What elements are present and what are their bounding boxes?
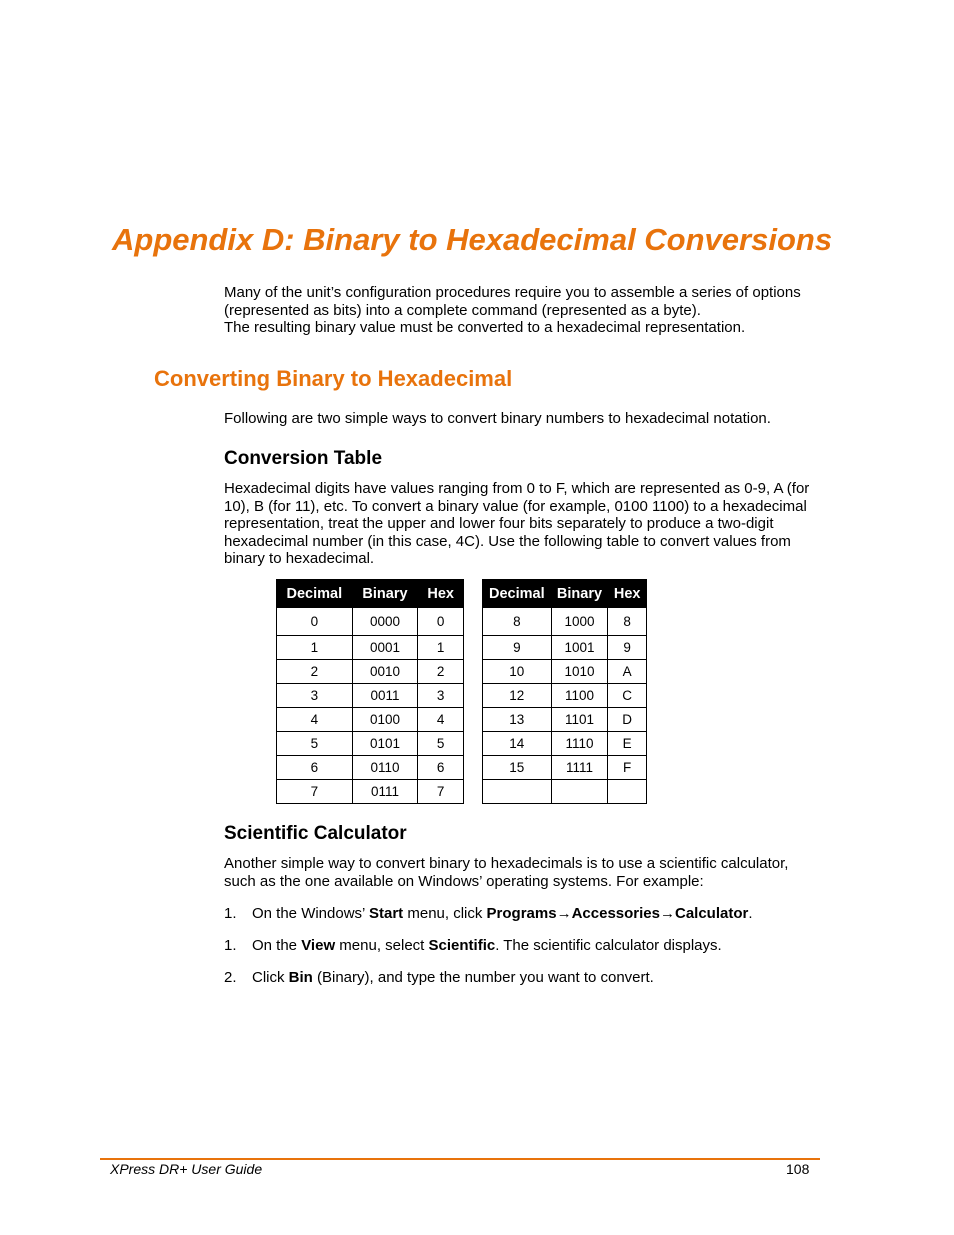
step-text: menu, select (335, 937, 429, 954)
decimal-cell: 1 (277, 636, 353, 660)
step-text: On the (252, 937, 302, 954)
intro-line: (represented as bits) into a complete command (represented as a byte). (224, 301, 701, 319)
hex-cell: E (608, 732, 647, 756)
table-row (483, 684, 647, 708)
step-text: . The scientific calculator displays. (495, 937, 722, 954)
step-bold: View (301, 937, 336, 954)
step-bold: Start (369, 905, 404, 922)
table-row (483, 708, 647, 732)
hex-cell: 2 (418, 660, 464, 684)
decimal-cell: 9 (483, 636, 552, 660)
decimal-cell: 6 (277, 756, 353, 780)
paragraph-line: representation, treat the upper and lower four bits separately to produce a two-digit (224, 515, 774, 532)
hex-cell: 9 (608, 636, 647, 660)
binary-cell: 1000 (551, 608, 608, 636)
conversion-table-right (482, 579, 647, 804)
arrow-icon: → (556, 905, 572, 922)
table-row (483, 636, 647, 660)
binary-cell: 0111 (352, 780, 418, 804)
scientific-calculator-heading: Scientific Calculator (224, 823, 407, 844)
hex-cell: 5 (418, 732, 464, 756)
table-row (277, 684, 464, 708)
header-hex: Hex (608, 580, 647, 608)
conversion-paragraph (224, 480, 844, 568)
table-row (277, 780, 464, 804)
decimal-cell: 10 (483, 660, 552, 684)
step-number: 1. (224, 905, 237, 922)
decimal-cell: 8 (483, 608, 552, 636)
binary-cell: 0101 (352, 732, 418, 756)
binary-cell: 0011 (352, 684, 418, 708)
paragraph-line: Hexadecimal digits have values ranging from 0 to F, which are represented as 0-9, A (for (224, 480, 810, 497)
paragraph-line: Another simple way to convert binary to hexadecimals is to use a scientific calculator, (224, 855, 789, 872)
binary-cell: 0001 (352, 636, 418, 660)
step-number: 1. (224, 937, 237, 954)
header-decimal: Decimal (483, 580, 552, 608)
conversion-table-left (276, 579, 464, 804)
hex-cell: 1 (418, 636, 464, 660)
binary-cell: 1110 (551, 732, 608, 756)
step-text: . (748, 905, 753, 922)
hex-cell: F (608, 756, 647, 780)
page-title: Appendix D: Binary to Hexadecimal Conversions (112, 222, 833, 257)
decimal-cell: 0 (277, 608, 353, 636)
header-hex: Hex (418, 580, 464, 608)
decimal-cell: 13 (483, 708, 552, 732)
step-item (224, 969, 654, 986)
binary-cell: 1101 (551, 708, 608, 732)
binary-cell: 0110 (352, 756, 418, 780)
binary-cell: 1010 (551, 660, 608, 684)
following-text: Following are two simple ways to convert binary numbers to hexadecimal notation. (224, 410, 771, 427)
binary-cell: 1100 (551, 684, 608, 708)
paragraph-line: such as the one available on Windows’ operating systems. For example: (224, 872, 704, 890)
decimal-cell: 4 (277, 708, 353, 732)
paragraph-line: binary to hexadecimal. (224, 550, 375, 567)
intro-line: The resulting binary value must be converted to a hexadecimal representation. (224, 319, 746, 336)
section-heading: Converting Binary to Hexadecimal (154, 366, 513, 391)
table-row (483, 608, 647, 636)
intro-paragraph (224, 284, 864, 337)
step-item (224, 937, 722, 954)
step-bold: Scientific (428, 937, 496, 954)
calculator-paragraph (224, 855, 844, 890)
step-text: menu, click (403, 905, 487, 922)
conversion-table-heading: Conversion Table (224, 448, 383, 469)
decimal-cell: 7 (277, 780, 353, 804)
step-text: Click (252, 969, 289, 986)
hex-cell: 7 (418, 780, 464, 804)
paragraph-line: hexadecimal number (in this case, 4C). Use the following table to convert values from (224, 532, 791, 550)
binary-cell: 0010 (352, 660, 418, 684)
binary-cell: 1111 (551, 756, 608, 780)
intro-line: Many of the unit’s configuration procedures require you to assemble a series of options (224, 284, 801, 301)
hex-cell: 0 (418, 608, 464, 636)
decimal-cell: 14 (483, 732, 552, 756)
hex-cell: D (608, 708, 647, 732)
step-bold: Bin (288, 969, 313, 986)
arrow-icon: → (659, 905, 675, 922)
binary-cell: 0100 (352, 708, 418, 732)
table-row (483, 732, 647, 756)
table-header-row (483, 580, 647, 608)
step-bold: Programs (486, 905, 557, 922)
table-row (277, 732, 464, 756)
table-row (277, 756, 464, 780)
hex-cell: 6 (418, 756, 464, 780)
table-row (483, 756, 647, 780)
paragraph-line: 10), B (for 11), etc. To convert a binary value (for example, 0100 1100) to a hexadecimal (224, 497, 807, 515)
page-number: 108 (786, 1161, 810, 1177)
table-row (483, 660, 647, 684)
step-bold: Calculator (674, 905, 749, 922)
decimal-cell: 5 (277, 732, 353, 756)
header-decimal: Decimal (277, 580, 353, 608)
decimal-cell: 3 (277, 684, 353, 708)
footer-guide-title: XPress DR+ User Guide (110, 1161, 263, 1177)
table-row (277, 608, 464, 636)
step-number: 2. (224, 969, 237, 986)
header-binary: Binary (352, 580, 418, 608)
table-header-row (277, 580, 464, 608)
binary-cell (551, 780, 608, 804)
table-row (277, 660, 464, 684)
table-row (277, 636, 464, 660)
hex-cell: C (608, 684, 647, 708)
decimal-cell: 2 (277, 660, 353, 684)
binary-cell: 0000 (352, 608, 418, 636)
step-item (224, 905, 753, 922)
hex-cell: A (608, 660, 647, 684)
header-binary: Binary (551, 580, 608, 608)
decimal-cell: 12 (483, 684, 552, 708)
hex-cell: 8 (608, 608, 647, 636)
hex-cell: 4 (418, 708, 464, 732)
binary-cell: 1001 (551, 636, 608, 660)
step-bold: Accessories (571, 905, 660, 922)
table-row (277, 708, 464, 732)
table-row (483, 780, 647, 804)
step-text: (Binary), and type the number you want to convert. (312, 969, 654, 986)
hex-cell: 3 (418, 684, 464, 708)
step-text: On the Windows’ (252, 905, 369, 922)
decimal-cell (483, 780, 552, 804)
footer-rule (100, 1158, 820, 1160)
hex-cell (608, 780, 647, 804)
decimal-cell: 15 (483, 756, 552, 780)
